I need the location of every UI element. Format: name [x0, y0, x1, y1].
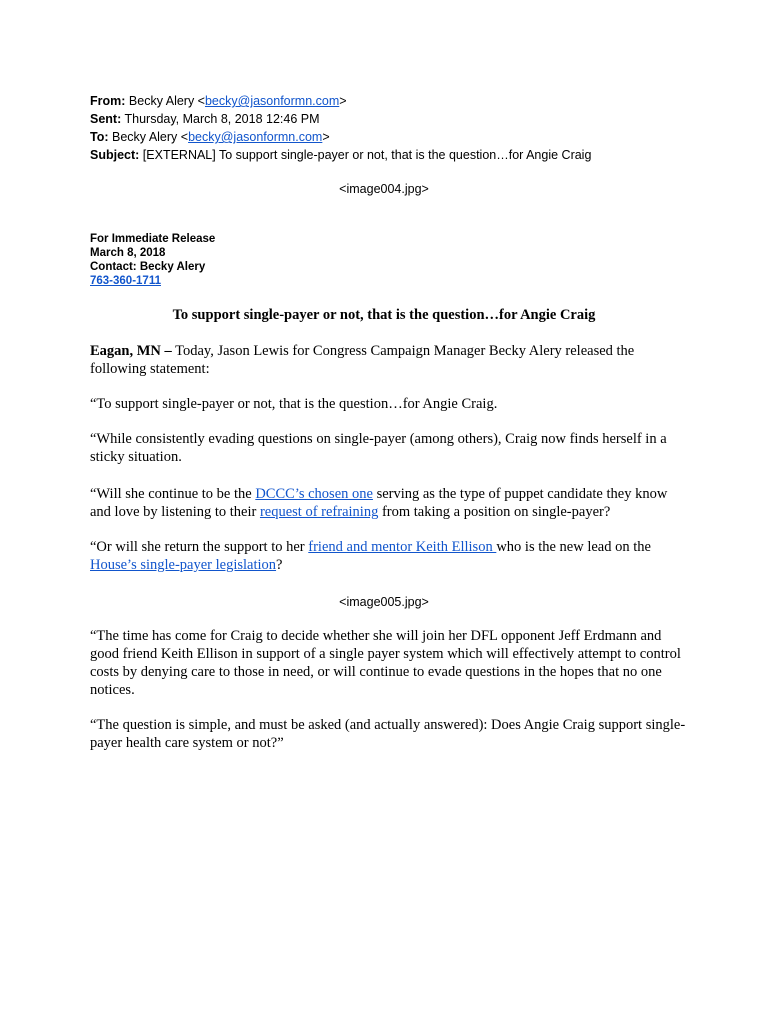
release-line-immediate: For Immediate Release	[90, 233, 216, 245]
sent-value: Thursday, March 8, 2018 12:46 PM	[124, 112, 320, 126]
house-single-payer-link[interactable]: House’s single-payer legislation	[90, 557, 277, 573]
from-line	[90, 92, 347, 110]
paragraph-quote-2: “While consistently evading questions on single-payer (among others), Craig now finds herself in a sticky situation.	[90, 431, 667, 465]
paragraph-intro	[90, 342, 690, 378]
subject-value: [EXTERNAL] To support single-payer or not, that is the question…for Angie Craig	[142, 148, 592, 162]
dateline: Eagan, MN –	[90, 343, 172, 359]
release-block	[90, 232, 215, 288]
from-email-link[interactable]: becky@jasonformn.com	[204, 94, 340, 108]
quote-3-text-c: from taking a position on single-payer?	[378, 504, 611, 520]
quote-4-text-c: ?	[276, 557, 283, 573]
paragraph-quote-4	[90, 538, 690, 574]
sent-line	[90, 110, 320, 128]
quote-4-text-b: who is the new lead on the	[496, 539, 651, 555]
sent-label: Sent:	[90, 112, 122, 126]
paragraph-quote-5: “The time has come for Craig to decide whether she will join her DFL opponent Jeff Erdmann and good friend Keith Ellison in support of a single payer system which will effectively attempt to control costs by denying care to those in need, or will continue to evade questions in the hopes that no one notices.	[90, 628, 681, 698]
from-name: Becky Alery <	[128, 94, 205, 108]
from-label: From:	[90, 94, 126, 108]
press-release-headline: To support single-payer or not, that is the question…for Angie Craig	[172, 307, 596, 323]
subject-line	[90, 146, 591, 164]
subject-label: Subject:	[90, 148, 140, 162]
to-close: >	[322, 130, 330, 144]
request-of-refraining-link[interactable]: request of refraining	[259, 504, 379, 520]
quote-3-text-b: serving as the type of puppet candidate they know and love by listening to their	[90, 486, 668, 520]
image-placeholder-second: <image005.jpg>	[339, 595, 429, 609]
to-name: Becky Alery <	[112, 130, 189, 144]
keith-ellison-link[interactable]: friend and mentor Keith Ellison	[308, 539, 497, 555]
contact-phone-link[interactable]: 763-360-1711	[90, 275, 161, 287]
to-line	[90, 128, 330, 146]
paragraph-quote-3	[90, 485, 690, 521]
from-close: >	[339, 94, 347, 108]
quote-3-text-a: “Will she continue to be the	[90, 486, 256, 502]
to-email-link[interactable]: becky@jasonformn.com	[188, 130, 323, 144]
release-line-date: March 8, 2018	[90, 247, 166, 259]
image-placeholder-first: <image004.jpg>	[339, 182, 429, 196]
quote-4-text-a: “Or will she return the support to her	[90, 539, 309, 555]
intro-text: Today, Jason Lewis for Congress Campaign Manager Becky Alery released the following statement:	[90, 343, 635, 377]
release-line-contact: Contact: Becky Alery	[90, 261, 206, 273]
paragraph-quote-6: “The question is simple, and must be asked (and actually answered): Does Angie Craig support single-payer health care system or not?”	[90, 717, 686, 751]
to-label: To:	[90, 130, 109, 144]
dccc-chosen-one-link[interactable]: DCCC’s chosen one	[255, 486, 373, 502]
paragraph-quote-1: “To support single-payer or not, that is the question…for Angie Craig.	[90, 396, 498, 412]
